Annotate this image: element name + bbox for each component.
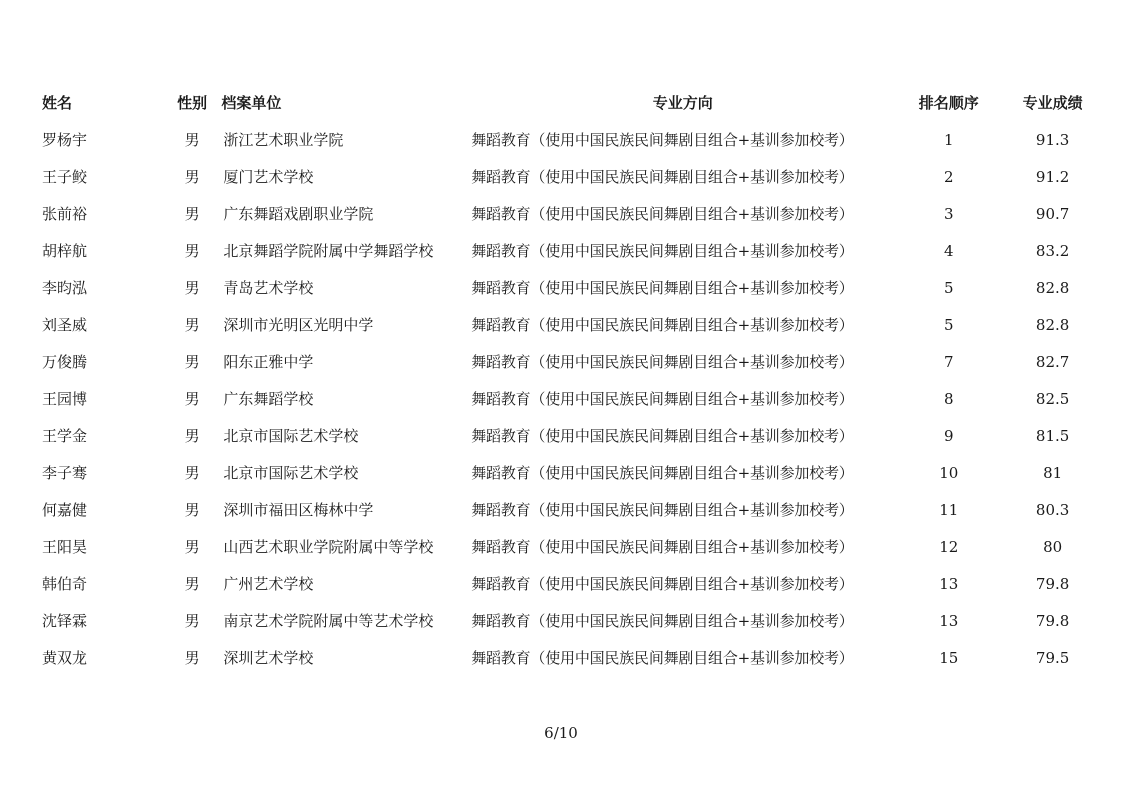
cell-rank: 2	[944, 167, 954, 186]
header-rank: 排名顺序	[918, 94, 979, 112]
cell-unit: 青岛艺术学校	[223, 279, 314, 297]
table-row	[42, 639, 1102, 676]
cell-direction: 舞蹈教育（使用中国民族民间舞剧目组合+基训参加校考）	[471, 612, 854, 630]
table-body	[42, 121, 1102, 676]
cell-score: 79.8	[1035, 611, 1070, 630]
table-row	[42, 528, 1102, 565]
header-name: 姓名	[42, 94, 73, 112]
table-header-row	[42, 84, 1102, 121]
cell-sex: 男	[184, 131, 200, 149]
cell-score: 82.5	[1035, 389, 1070, 408]
cell-direction: 舞蹈教育（使用中国民族民间舞剧目组合+基训参加校考）	[471, 279, 854, 297]
cell-direction: 舞蹈教育（使用中国民族民间舞剧目组合+基训参加校考）	[471, 205, 854, 223]
cell-name: 何嘉健	[42, 501, 88, 519]
cell-rank: 13	[939, 611, 959, 630]
cell-direction: 舞蹈教育（使用中国民族民间舞剧目组合+基训参加校考）	[471, 353, 854, 371]
header-unit: 档案单位	[221, 94, 282, 112]
cell-sex: 男	[184, 390, 200, 408]
cell-rank: 8	[944, 389, 954, 408]
page-number: 6/10	[544, 724, 578, 742]
cell-score: 82.7	[1035, 352, 1070, 371]
cell-sex: 男	[184, 205, 200, 223]
table-row	[42, 306, 1102, 343]
table-row	[42, 269, 1102, 306]
cell-rank: 7	[944, 352, 954, 371]
cell-sex: 男	[184, 279, 200, 297]
table-row	[42, 417, 1102, 454]
cell-score: 82.8	[1035, 278, 1070, 297]
cell-score: 80.3	[1035, 500, 1070, 519]
cell-unit: 深圳市光明区光明中学	[223, 316, 374, 334]
results-sheet	[42, 84, 1102, 676]
cell-unit: 广东舞蹈戏剧职业学院	[223, 205, 374, 223]
cell-name: 韩伯奇	[42, 575, 88, 593]
cell-name: 王阳昊	[42, 538, 88, 556]
cell-rank: 10	[939, 463, 959, 482]
cell-direction: 舞蹈教育（使用中国民族民间舞剧目组合+基训参加校考）	[471, 575, 854, 593]
cell-rank: 13	[939, 574, 959, 593]
cell-unit: 广东舞蹈学校	[223, 390, 314, 408]
table-row	[42, 380, 1102, 417]
cell-name: 王子鲛	[42, 168, 88, 186]
cell-unit: 北京市国际艺术学校	[223, 464, 359, 482]
cell-direction: 舞蹈教育（使用中国民族民间舞剧目组合+基训参加校考）	[471, 501, 854, 519]
cell-unit: 深圳艺术学校	[223, 649, 314, 667]
header-sex: 性别	[177, 94, 208, 112]
cell-score: 80	[1043, 537, 1063, 556]
cell-sex: 男	[184, 501, 200, 519]
cell-score: 79.5	[1035, 648, 1070, 667]
cell-name: 沈铎霖	[42, 612, 88, 630]
cell-direction: 舞蹈教育（使用中国民族民间舞剧目组合+基训参加校考）	[471, 242, 854, 260]
cell-direction: 舞蹈教育（使用中国民族民间舞剧目组合+基训参加校考）	[471, 390, 854, 408]
cell-rank: 15	[939, 648, 959, 667]
cell-score: 90.7	[1035, 204, 1070, 223]
cell-unit: 北京舞蹈学院附属中学舞蹈学校	[223, 242, 434, 260]
table-row	[42, 491, 1102, 528]
cell-rank: 5	[944, 278, 954, 297]
cell-direction: 舞蹈教育（使用中国民族民间舞剧目组合+基训参加校考）	[471, 649, 854, 667]
cell-unit: 阳东正雅中学	[223, 353, 314, 371]
cell-name: 万俊腾	[42, 353, 88, 371]
table-row	[42, 195, 1102, 232]
cell-rank: 12	[939, 537, 959, 556]
cell-sex: 男	[184, 575, 200, 593]
cell-sex: 男	[184, 242, 200, 260]
cell-sex: 男	[184, 612, 200, 630]
cell-name: 黄双龙	[42, 649, 88, 667]
cell-name: 王园博	[42, 390, 88, 408]
table-row	[42, 343, 1102, 380]
cell-name: 张前裕	[42, 205, 88, 223]
cell-score: 81.5	[1035, 426, 1070, 445]
header-score: 专业成绩	[1022, 94, 1083, 112]
cell-unit: 南京艺术学院附属中等艺术学校	[223, 612, 434, 630]
cell-sex: 男	[184, 168, 200, 186]
cell-unit: 北京市国际艺术学校	[223, 427, 359, 445]
cell-direction: 舞蹈教育（使用中国民族民间舞剧目组合+基训参加校考）	[471, 131, 854, 149]
cell-score: 82.8	[1035, 315, 1070, 334]
cell-sex: 男	[184, 427, 200, 445]
cell-unit: 厦门艺术学校	[223, 168, 314, 186]
cell-direction: 舞蹈教育（使用中国民族民间舞剧目组合+基训参加校考）	[471, 168, 854, 186]
cell-unit: 广州艺术学校	[223, 575, 314, 593]
cell-rank: 3	[944, 204, 954, 223]
cell-unit: 深圳市福田区梅林中学	[223, 501, 374, 519]
cell-unit: 浙江艺术职业学院	[223, 131, 344, 149]
cell-direction: 舞蹈教育（使用中国民族民间舞剧目组合+基训参加校考）	[471, 427, 854, 445]
cell-score: 81	[1043, 463, 1063, 482]
cell-score: 91.3	[1035, 130, 1070, 149]
table-row	[42, 158, 1102, 195]
cell-score: 83.2	[1035, 241, 1070, 260]
cell-rank: 1	[944, 130, 954, 149]
table-row	[42, 121, 1102, 158]
cell-direction: 舞蹈教育（使用中国民族民间舞剧目组合+基训参加校考）	[471, 316, 854, 334]
cell-name: 刘圣威	[42, 316, 88, 334]
cell-unit: 山西艺术职业学院附属中等学校	[223, 538, 434, 556]
cell-name: 罗杨宇	[42, 131, 88, 149]
cell-direction: 舞蹈教育（使用中国民族民间舞剧目组合+基训参加校考）	[471, 464, 854, 482]
cell-sex: 男	[184, 464, 200, 482]
table-row	[42, 602, 1102, 639]
cell-score: 91.2	[1035, 167, 1070, 186]
cell-name: 胡梓航	[42, 242, 88, 260]
table-row	[42, 454, 1102, 491]
cell-name: 李昀泓	[42, 279, 88, 297]
cell-sex: 男	[184, 538, 200, 556]
cell-direction: 舞蹈教育（使用中国民族民间舞剧目组合+基训参加校考）	[471, 538, 854, 556]
cell-sex: 男	[184, 316, 200, 334]
cell-sex: 男	[184, 353, 200, 371]
results-table	[42, 84, 1102, 676]
cell-rank: 4	[944, 241, 954, 260]
cell-sex: 男	[184, 649, 200, 667]
header-direction: 专业方向	[652, 94, 713, 112]
cell-rank: 11	[939, 500, 959, 519]
cell-rank: 9	[944, 426, 954, 445]
cell-name: 王学金	[42, 427, 88, 445]
cell-name: 李子骞	[42, 464, 88, 482]
cell-rank: 5	[944, 315, 954, 334]
table-row	[42, 565, 1102, 602]
cell-score: 79.8	[1035, 574, 1070, 593]
table-row	[42, 232, 1102, 269]
